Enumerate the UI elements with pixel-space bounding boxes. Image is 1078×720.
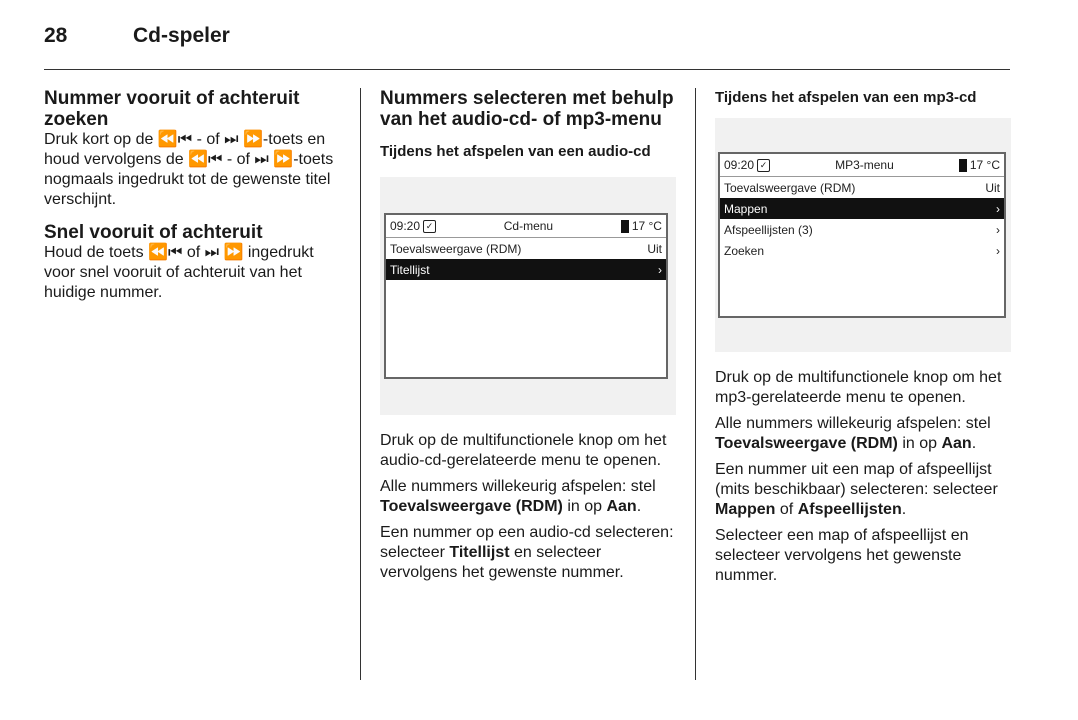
paragraph: Druk op de multifunctionele knop om het mp3-gerelateerde menu te openen. xyxy=(715,369,1002,406)
menu-item-value: Uit xyxy=(985,180,1000,195)
menu-item-random[interactable] xyxy=(720,177,1004,198)
menu-title: MP3-menu xyxy=(835,158,894,172)
clock-time: 09:20 xyxy=(390,218,421,233)
paragraph: Een nummer op een audio-cd selecteren: selecteer Titellijst en selecteer vervolgens het gewenste nummer. xyxy=(380,524,674,581)
temperature: 17 °C xyxy=(631,218,662,233)
menu-item-tracklist[interactable] xyxy=(386,259,666,280)
display-screen xyxy=(718,152,1006,318)
thermometer-icon xyxy=(959,159,967,172)
column-1 xyxy=(44,88,344,309)
paragraph: Selecteer een map of afspeellijst en selecteer vervolgens het gewenste nummer. xyxy=(715,527,969,584)
section-title: Cd-speler xyxy=(133,24,230,47)
paragraph: Druk op de multifunctionele knop om het audio-cd-gerelateerde menu te openen. xyxy=(380,432,667,469)
temperature: 17 °C xyxy=(969,157,1000,172)
menu-item-label: Afspeellijsten (3) xyxy=(724,222,813,237)
menu-item-label: Titellijst xyxy=(390,262,430,277)
heading-select-tracks: Nummers selecteren met behulp van het audio-cd- of mp3-menu xyxy=(380,88,674,130)
menu-item-value: Uit xyxy=(647,241,662,256)
page-number: 28 xyxy=(44,24,68,47)
menu-item-label: Mappen xyxy=(724,201,768,216)
cd-menu-screenshot xyxy=(380,177,676,415)
menu-item-label: Toevalsweergave (RDM) xyxy=(724,180,856,195)
header-rule xyxy=(44,69,1010,70)
display-screen xyxy=(384,213,668,379)
menu-item-playlists[interactable] xyxy=(720,219,1004,240)
chevron-right-icon: › xyxy=(996,222,1000,237)
menu-item-search[interactable] xyxy=(720,240,1004,261)
heading-search: Nummer vooruit of achteruit zoeken xyxy=(44,88,300,130)
chevron-right-icon: › xyxy=(658,262,662,277)
subheading-audio-cd: Tijdens het afspelen van een audio-cd xyxy=(380,143,651,160)
mp3-menu-screenshot xyxy=(715,118,1011,352)
clock-time: 09:20 xyxy=(724,157,755,172)
column-divider xyxy=(360,88,361,680)
clock-icon: ✓ xyxy=(423,220,436,233)
menu-item-label: Zoeken xyxy=(724,243,765,258)
paragraph: Druk kort op de ⏪⏮ - of ⏭ ⏩-toets en houd vervolgens de ⏪⏮ - of ⏭ ⏩-toets nogmaals ingedrukt tot de gewenste titel verschijnt. xyxy=(44,131,334,208)
heading-fast-forward: Snel vooruit of achteruit xyxy=(44,222,263,243)
menu-item-random[interactable] xyxy=(386,238,666,259)
page-header xyxy=(44,24,230,48)
thermometer-icon xyxy=(621,220,629,233)
paragraph: Een nummer uit een map of afspeellijst (mits beschikbaar) selecteren: selecteer Mappen of Afspeellijsten. xyxy=(715,461,998,518)
chevron-right-icon: › xyxy=(996,243,1000,258)
menu-title: Cd-menu xyxy=(503,219,554,233)
column-divider xyxy=(695,88,696,680)
column-2 xyxy=(380,88,676,589)
menu-item-folders[interactable] xyxy=(720,198,1004,219)
paragraph: Houd de toets ⏪⏮ of ⏭ ⏩ ingedrukt voor snel vooruit of achteruit van het huidige nummer. xyxy=(44,244,314,301)
column-3 xyxy=(715,88,1011,592)
subheading-mp3-cd: Tijdens het afspelen van een mp3-cd xyxy=(715,89,977,106)
menu-item-label: Toevalsweergave (RDM) xyxy=(390,241,522,256)
paragraph: Alle nummers willekeurig afspelen: stel Toevalsweergave (RDM) in op Aan. xyxy=(380,478,656,515)
paragraph: Alle nummers willekeurig afspelen: stel Toevalsweergave (RDM) in op Aan. xyxy=(715,415,991,452)
clock-icon: ✓ xyxy=(757,159,770,172)
chevron-right-icon: › xyxy=(996,201,1000,216)
